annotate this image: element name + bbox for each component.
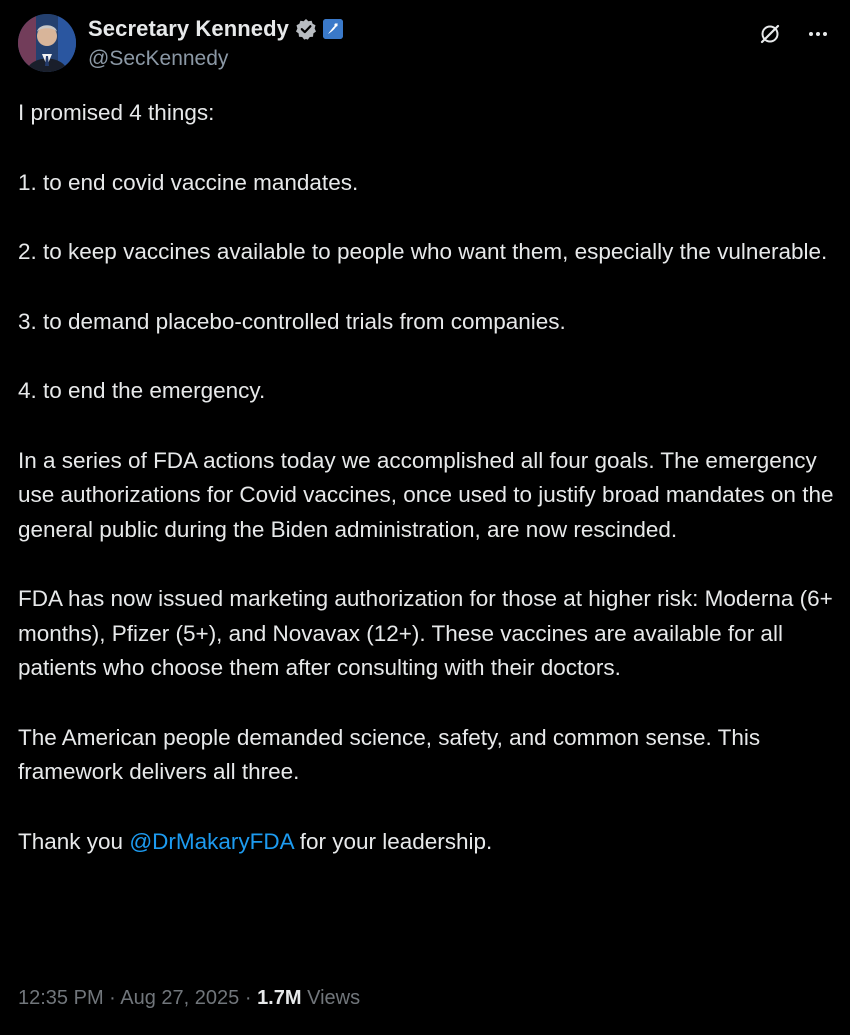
post-date[interactable]: Aug 27, 2025 [120, 987, 240, 1009]
more-icon[interactable] [804, 20, 832, 48]
post-body [18, 96, 838, 894]
verified-badge-icon [295, 18, 317, 40]
post-paragraph-thanks [18, 825, 838, 860]
views-label: Views [301, 987, 361, 1009]
post-header [18, 14, 832, 76]
top-actions [756, 20, 832, 48]
post-paragraph: 1. to end covid vaccine mandates. [18, 169, 359, 195]
post-meta [18, 987, 360, 1010]
post-paragraph: I promised 4 things: [18, 100, 215, 125]
post-paragraph: 4. to end the emergency. [18, 378, 266, 403]
post-paragraph: The American people demanded science, safety, and common sense. This framework delivers all three. [18, 724, 761, 784]
meta-separator: · [103, 987, 121, 1009]
thanks-after: for your leadership. [293, 828, 493, 854]
avatar[interactable] [18, 14, 76, 72]
display-name[interactable]: Secretary Kennedy [88, 16, 290, 41]
post-paragraph: 2. to keep vaccines available to people who want them, especially the vulnerable. [18, 239, 828, 264]
views-count[interactable]: 1.7M [257, 987, 302, 1009]
thanks-before: Thank you [18, 828, 130, 854]
post-time[interactable]: 12:35 PM [18, 987, 104, 1009]
post-paragraph: FDA has now issued marketing authorization for those at higher risk: Moderna (6+ months), Pfizer (5+), and Novavax (12+). These vaccines are available for all patients who choose them after consulting with their doctors. [18, 586, 833, 680]
meta-separator: · [239, 987, 258, 1009]
handle[interactable]: @SecKennedy [88, 47, 229, 70]
post-paragraph: In a series of FDA actions today we accomplished all four goals. The emergency use authorizations for Covid vaccines, once used to justify broad mandates on the general public during the Biden administration, are now rescinded. [18, 447, 834, 542]
grok-icon[interactable] [756, 20, 784, 48]
name-row [88, 16, 343, 42]
post-paragraph: 3. to demand placebo-controlled trials from companies. [18, 308, 566, 334]
mention-link[interactable]: @DrMakaryFDA [129, 828, 294, 854]
hhs-affiliation-icon[interactable] [323, 19, 343, 39]
